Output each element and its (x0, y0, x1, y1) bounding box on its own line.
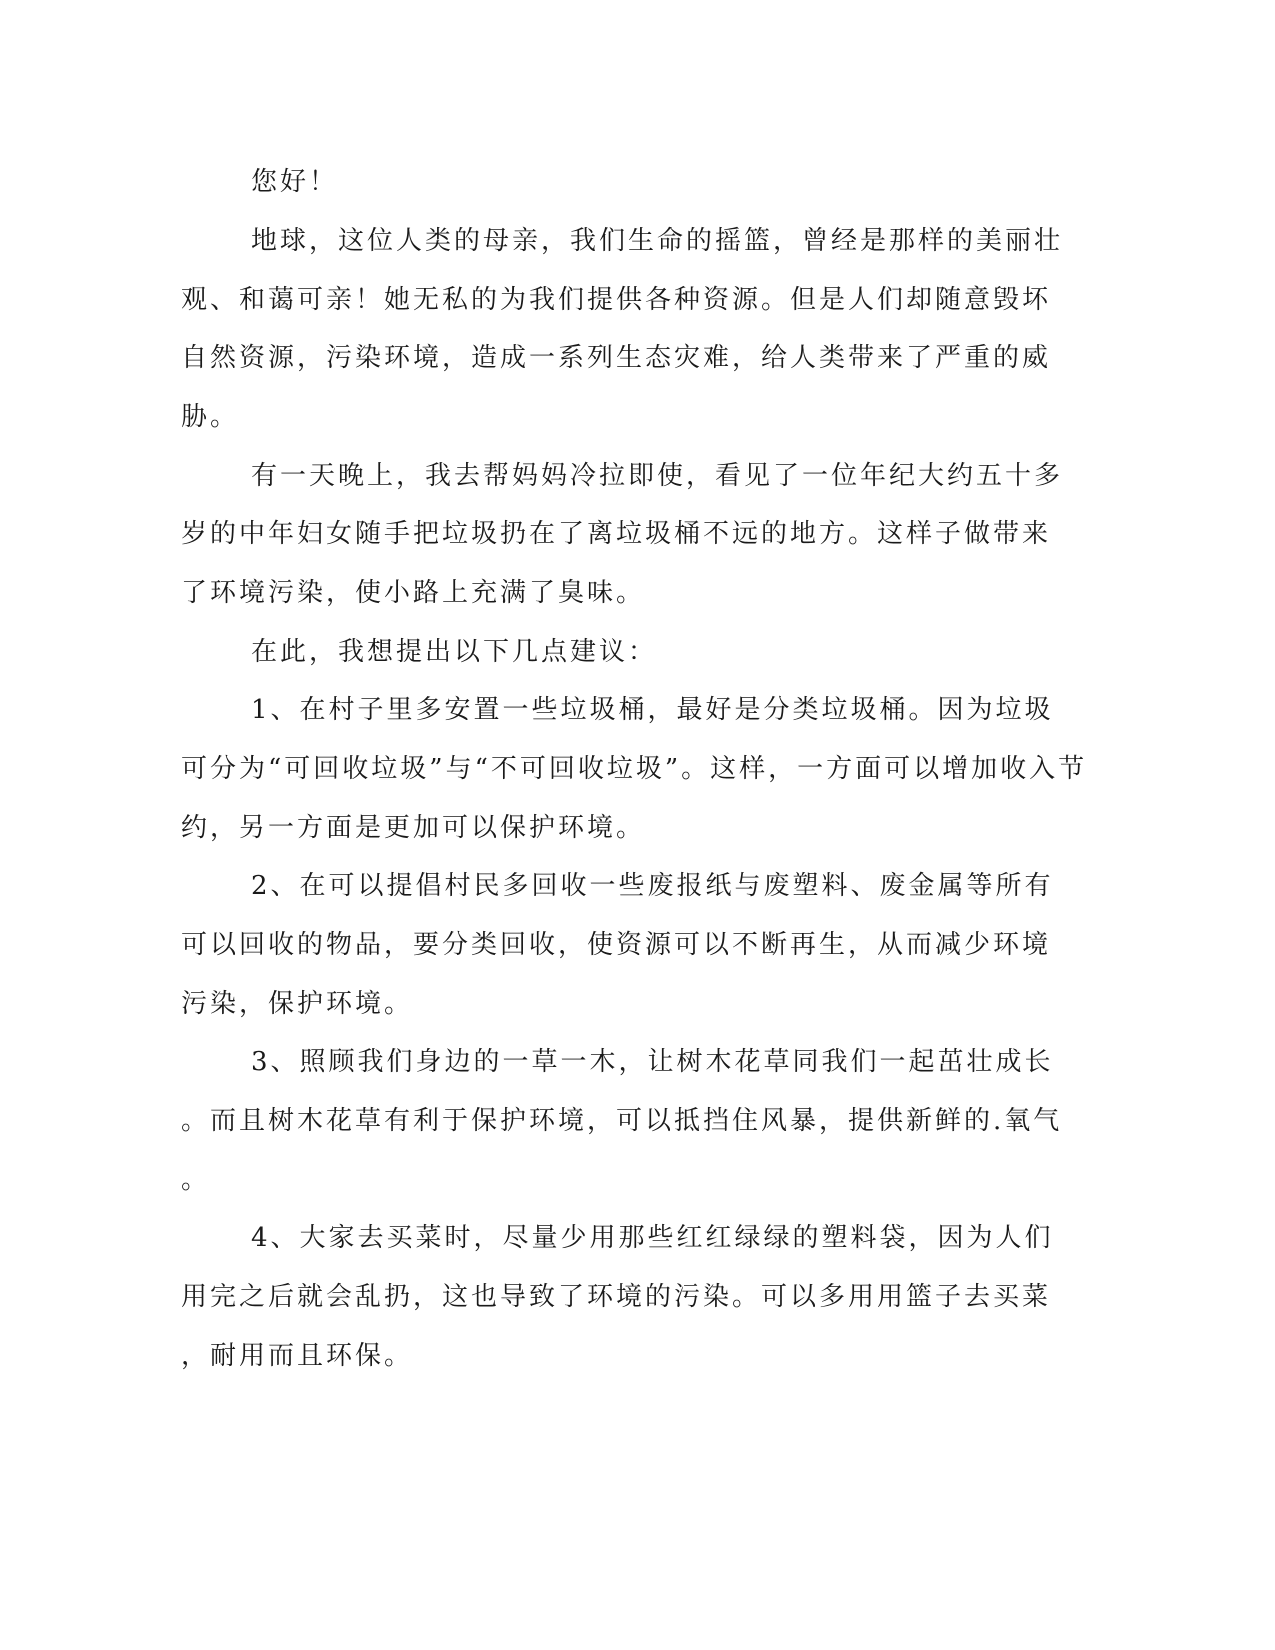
paragraph-1-line-2: 观、和蔼可亲！她无私的为我们提供各种资源。但是人们却随意毁坏 (181, 285, 1052, 315)
suggestion-3-line-1: 3、照顾我们身边的一草一木，让树木花草同我们一起茁壮成长 (251, 1047, 1054, 1077)
suggestion-2-line-1: 2、在可以提倡村民多回收一些废报纸与废塑料、废金属等所有 (251, 871, 1054, 901)
suggestion-2-line-2: 可以回收的物品，要分类回收，使资源可以不断再生，从而减少环境 (181, 930, 1052, 960)
paragraph-2-line-1: 有一天晚上，我去帮妈妈冷拉即使，看见了一位年纪大约五十多 (251, 461, 1064, 491)
paragraph-1-line-4: 胁。 (181, 402, 240, 432)
suggestion-3-line-3: 。 (181, 1165, 211, 1195)
suggestion-4-line-1: 4、大家去买菜时，尽量少用那些红红绿绿的塑料袋，因为人们 (251, 1223, 1054, 1253)
greeting-line: 您好！ (251, 167, 339, 197)
suggestion-1-line-2: 可分为“可回收垃圾”与“不可回收垃圾”。这样，一方面可以增加收入节 (181, 754, 1088, 784)
suggestion-4-line-2: 用完之后就会乱扔，这也导致了环境的污染。可以多用用篮子去买菜 (181, 1282, 1052, 1312)
paragraph-1-line-1: 地球，这位人类的母亲，我们生命的摇篮，曾经是那样的美丽壮 (251, 226, 1064, 256)
paragraph-2-line-2: 岁的中年妇女随手把垃圾扔在了离垃圾桶不远的地方。这样子做带来 (181, 519, 1052, 549)
suggestion-2-line-3: 污染，保护环境。 (181, 989, 414, 1019)
paragraph-2-line-3: 了环境污染，使小路上充满了臭味。 (181, 578, 646, 608)
suggestion-3-line-2: 。而且树木花草有利于保护环境，可以抵挡住风暴，提供新鲜的.氧气 (181, 1106, 1063, 1136)
suggestion-4-line-3: ，耐用而且环保。 (181, 1341, 414, 1371)
suggestion-1-line-1: 1、在村子里多安置一些垃圾桶，最好是分类垃圾桶。因为垃圾 (251, 695, 1054, 725)
paragraph-1-line-3: 自然资源，污染环境，造成一系列生态灾难，给人类带来了严重的威 (181, 343, 1052, 373)
suggestion-1-line-3: 约，另一方面是更加可以保护环境。 (181, 813, 646, 843)
suggestions-intro-line: 在此，我想提出以下几点建议： (251, 637, 658, 667)
